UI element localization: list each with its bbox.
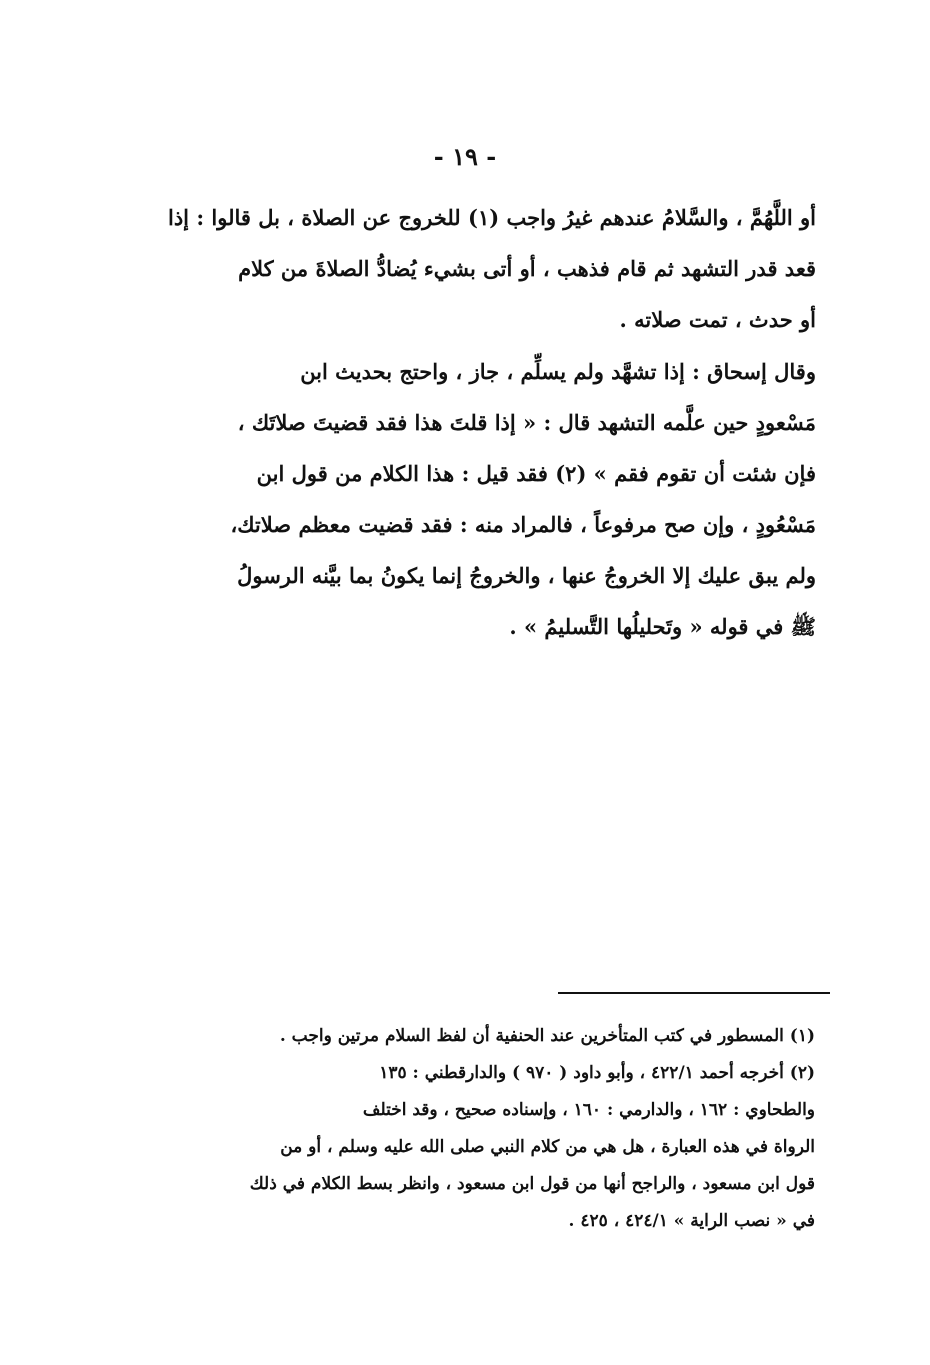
footnote-2-line: قول ابن مسعود ، والراجح أنها من قول ابن مسعود ، وانظر بسط الكلام في ذلك (249, 1174, 815, 1194)
page-number: - ١٩ - (433, 142, 497, 171)
footnote-2-line: والطحاوي : ١٦٢ ، والدارمي : ١٦٠ ، وإسناده صحيح ، وقد اختلف (362, 1100, 815, 1120)
footnotes (170, 1018, 815, 1240)
paragraph-line: أو حدث ، تمت صلاته . (619, 307, 816, 332)
body-paragraph (168, 192, 816, 345)
footnote-2-line: في « نصب الراية » ٤٢٤/١ ، ٤٢٥ . (568, 1211, 815, 1231)
paragraph-line: مَسْعودٍ حين علَّمه التشهد قال : « إذا قلتَ هذا فقد قضيتَ صلاتَك ، (237, 410, 816, 435)
footnote-divider (558, 992, 830, 994)
paragraph-line: فإن شئت أن تقوم فقم » (٢) فقد قيل : هذا الكلام من قول ابن (256, 461, 816, 486)
paragraph-line: أو اللَّهُمَّ ، والسَّلامُ عندهم غيرُ واجب (١) للخروج عن الصلاة ، بل قالوا : إذا (168, 205, 816, 230)
paragraph-line: مَسْعُودٍ ، وإن صح مرفوعاً ، فالمراد منه : فقد قضيت معظم صلاتك، (230, 512, 816, 537)
body-paragraph (168, 346, 816, 652)
footnote-2-line: الرواة في هذه العبارة ، هل هي من كلام النبي صلى الله عليه وسلم ، أو من (280, 1137, 815, 1157)
paragraph-line: قعد قدر التشهد ثم قام فذهب ، أو أتى بشيء يُضادُّ الصلاةَ من كلام (238, 256, 816, 281)
footnote-1-line: (١) المسطور في كتب المتأخرين عند الحنفية أن لفظ السلام مرتين واجب . (279, 1026, 815, 1046)
paragraph-line: ولم يبق عليك إلا الخروجُ عنها ، والخروجُ إنما يكونُ بما بيَّنه الرسولُ (237, 563, 816, 588)
paragraph-line: وقال إسحاق : إذا تشهَّد ولم يسلِّم ، جاز ، واحتج بحديث ابن (300, 359, 816, 384)
paragraph-line: ﷺ في قوله « وتَحليلُها التَّسليمُ » . (509, 614, 816, 639)
footnote-2-line: (٢) أخرجه أحمد ٤٢٢/١ ، وأبو داود ( ٩٧٠ ) والدارقطني : ١٣٥ (379, 1063, 815, 1083)
